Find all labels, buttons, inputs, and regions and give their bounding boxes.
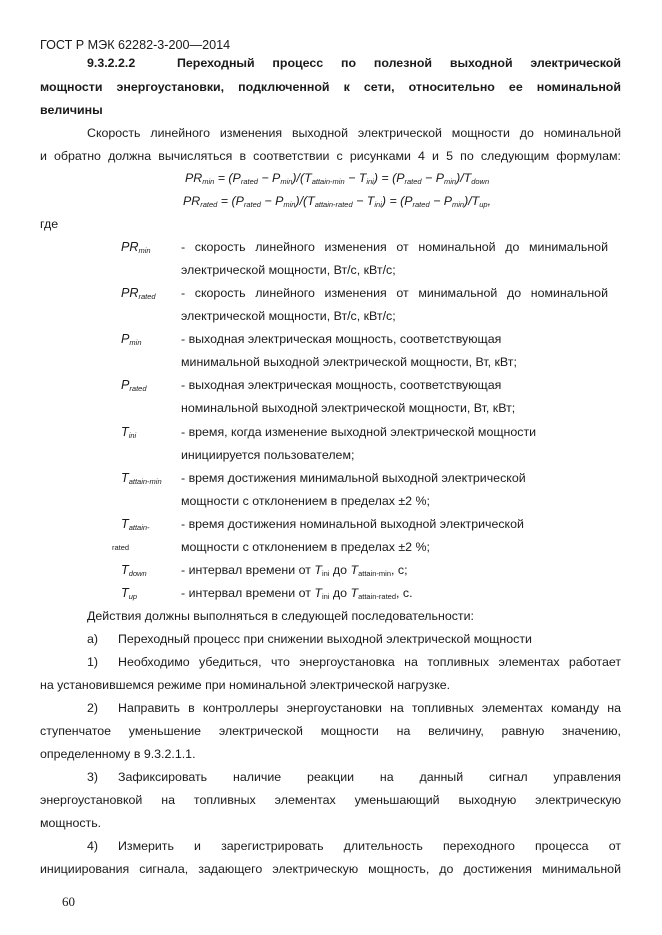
symbol-pr-min: $PR_{min}$ bbox=[121, 240, 151, 255]
symbol-t-attain-rated-sub2: rated bbox=[112, 543, 130, 552]
symbol-p-min-desc1: - выходная электрическая мощность, соответствующая bbox=[181, 332, 502, 346]
symbol-t-attain-min-desc1: - время достижения минимальной выходной электрической bbox=[181, 471, 526, 485]
section-title-line1: Переходный процесс по полезной выходной электрической bbox=[177, 56, 621, 70]
step3-line1: Зафиксировать наличие реакции на данный сигнал управления bbox=[118, 770, 621, 784]
intro-line1: Скорость линейного изменения выходной электрической мощности до номинальной bbox=[87, 126, 621, 140]
section-heading bbox=[87, 55, 621, 71]
step2-line1: Направить в контроллеры энергоустановки на топливных элементах команду на bbox=[118, 701, 621, 715]
symbol-t-attain-min-desc2: мощности с отклонением в пределах ±2 %; bbox=[181, 494, 430, 508]
formula-pr-rated: $PR_{rated} = (P_{rated} - P_{min})/(T_{attain-rated} - T_{ini}) = (P_{rated} - P_{min})/T_{up}$, bbox=[183, 194, 492, 209]
symbol-t-attain-rated-desc2: мощности с отклонением в пределах ±2 %; bbox=[181, 540, 430, 554]
symbol-p-min: $P_{min}$ bbox=[121, 332, 142, 347]
symbol-pr-rated-desc1: - скорость линейного изменения от минимальной до номинальной bbox=[181, 286, 608, 300]
step1-label: 1) bbox=[87, 655, 99, 669]
step2-label: 2) bbox=[87, 701, 99, 715]
symbol-t-down: $T_{down}$ bbox=[121, 563, 147, 578]
symbol-pr-rated: $PR_{rated}$ bbox=[121, 286, 156, 301]
step4-label: 4) bbox=[87, 839, 99, 853]
symbol-pr-rated-desc2: электрической мощности, Вт/с, кВт/с; bbox=[181, 309, 396, 323]
symbol-t-attain-rated: $T_{attain-}$ bbox=[121, 517, 150, 532]
item-a-text: Переходный процесс при снижении выходной электрической мощности bbox=[118, 632, 532, 646]
document-header: ГОСТ Р МЭК 62282-3-200—2014 bbox=[40, 38, 231, 52]
step1-line1: Необходимо убедиться, что энергоустановка на топливных элементах работает bbox=[118, 655, 621, 669]
symbol-t-attain-min: $T_{attain-min}$ bbox=[121, 471, 162, 486]
symbol-t-up: $T_{up}$ bbox=[121, 586, 138, 601]
symbol-p-rated: $P_{rated}$ bbox=[121, 378, 147, 393]
step3-line2: энергоустановкой на топливных элементах уменьшающий выходную электрическую bbox=[40, 793, 621, 807]
symbol-t-attain-rated-desc1: - время достижения номинальной выходной электрической bbox=[181, 517, 524, 531]
symbol-t-ini-desc2: инициируется пользователем; bbox=[181, 448, 355, 462]
step3-line3: мощность. bbox=[40, 816, 102, 830]
step4-line2: инициирования сигнала, задающего электрическую мощность, до достижения минимальной bbox=[40, 862, 621, 876]
symbol-p-min-desc2: минимальной выходной электрической мощности, Вт, кВт; bbox=[181, 355, 517, 369]
step2-line3: определенному в 9.3.2.1.1. bbox=[40, 747, 196, 761]
step1-line2: на установившемся режиме при номинальной электрической нагрузке. bbox=[40, 678, 451, 692]
symbol-p-rated-desc1: - выходная электрическая мощность, соответствующая bbox=[181, 378, 502, 392]
section-title-line2: мощности энергоустановки, подключенной к сети, относительно ее номинальной bbox=[40, 80, 621, 94]
step2-line2: ступенчатое уменьшение электрической мощности на величину, равную значению, bbox=[40, 724, 621, 738]
actions-intro: Действия должны выполняться в следующей последовательности: bbox=[87, 609, 474, 623]
symbol-p-rated-desc2: номинальной выходной электрической мощности, Вт, кВт; bbox=[181, 401, 516, 415]
symbol-pr-min-desc1: - скорость линейного изменения от номинальной до минимальной bbox=[181, 240, 608, 254]
item-a-label: а) bbox=[87, 632, 99, 646]
step4-line1: Измерить и зарегистрировать длительность переходного процесса от bbox=[118, 839, 621, 853]
symbol-t-down-desc: - интервал времени от $T_{ini}$ до $T_{attain-min}$, с; bbox=[181, 563, 408, 578]
symbol-t-ini-desc1: - время, когда изменение выходной электрической мощности bbox=[181, 425, 537, 439]
symbol-pr-min-desc2: электрической мощности, Вт/с, кВт/с; bbox=[181, 263, 396, 277]
symbol-t-ini: $T_{ini}$ bbox=[121, 425, 137, 440]
section-title-line3: величины bbox=[40, 103, 103, 117]
intro-line2: и обратно должна вычисляться в соответствии с рисунками 4 и 5 по следующим формулам: bbox=[40, 149, 621, 163]
step3-label: 3) bbox=[87, 770, 99, 784]
symbol-t-up-desc: - интервал времени от $T_{ini}$ до $T_{attain-rated}$, с. bbox=[181, 586, 413, 601]
formula-pr-min: $PR_{min} = (P_{rated} - P_{min})/(T_{attain-min} - T_{ini}) = (P_{rated} - P_{min})/T_{down}$ bbox=[185, 171, 490, 186]
where-label: где bbox=[40, 217, 59, 231]
page-number: 60 bbox=[62, 894, 75, 909]
section-number: 9.3.2.2.2 bbox=[87, 56, 136, 70]
